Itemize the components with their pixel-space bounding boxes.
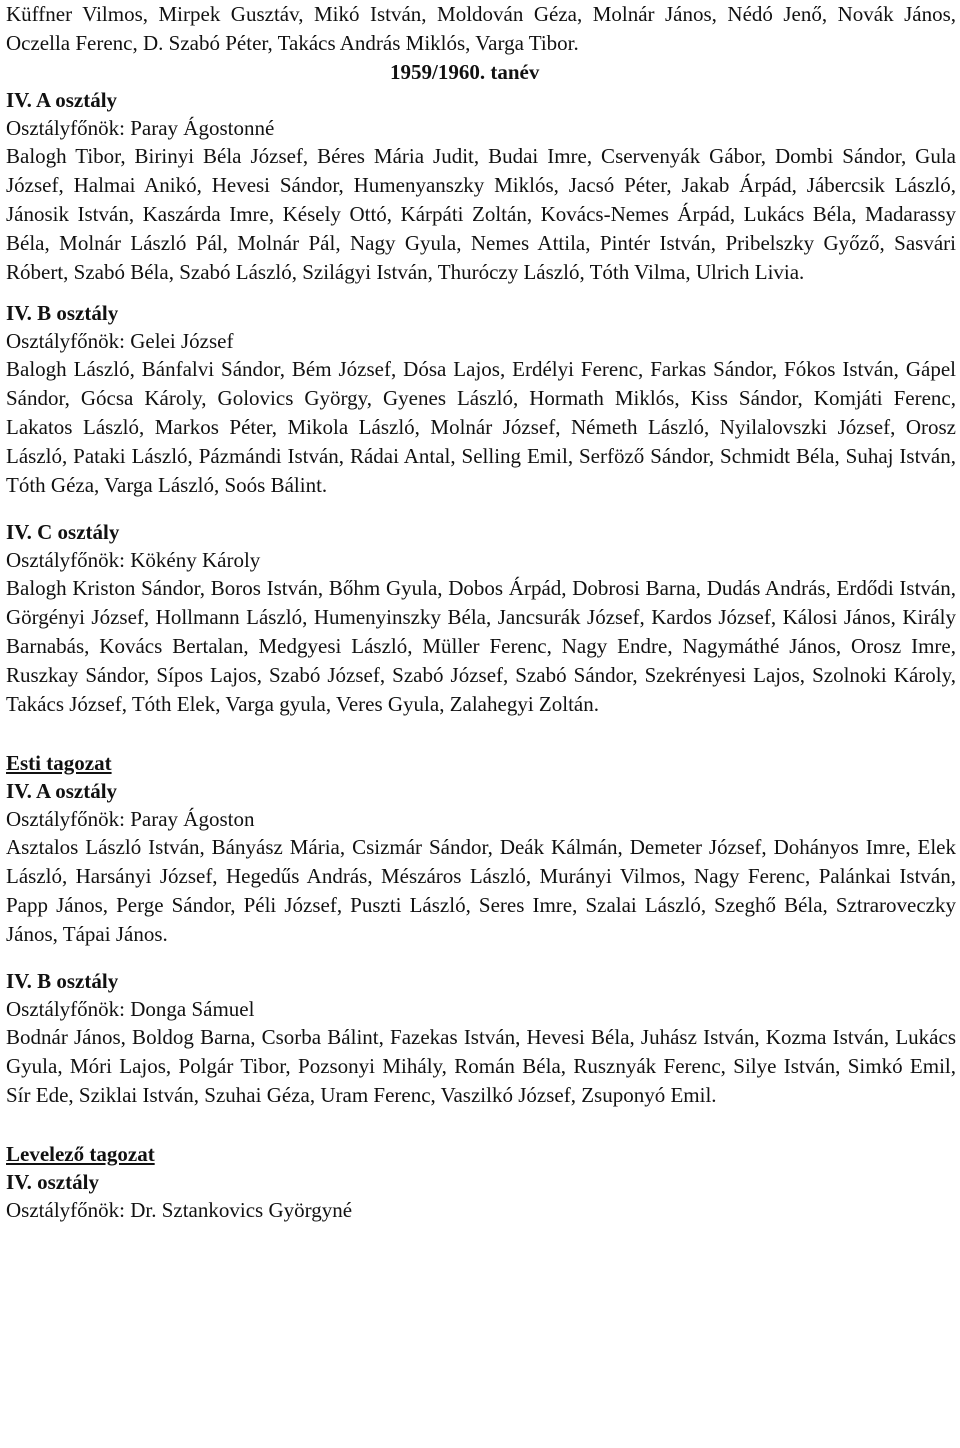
head-teacher: Osztályfőnök: Gelei József (6, 329, 234, 353)
evening-section (6, 749, 956, 1110)
school-year-heading: 1959/1960. tanév (390, 60, 540, 84)
student-list: Asztalos László István, Bányász Mária, Csizmár Sándor, Deák Kálmán, Demeter József, Dohányos Imre, Elek László, Harsányi József, Hegedűs András, Mészáros László, Murányi Vilmos, Nagy Ferenc, Palánkai István, Papp János, Perge Sándor, Péli József, Puszti László, Seres Imre, Szalai László, Szeghő Béla, Sztraroveczky János, Tápai János. (6, 835, 956, 946)
class-heading: IV. C osztály (6, 520, 120, 544)
student-list: Balogh Tibor, Birinyi Béla József, Béres Mária Judit, Budai Imre, Cservenyák Gábor, Dombi Sándor, Gula József, Halmai Anikó, Hevesi Sándor, Humenyanszky Miklós, Jacsó Péter, Jakab Árpád, Jábercsik László, Jánosik István, Kaszárda Imre, Késely Ottó, Kárpáti Zoltán, Kovács-Nemes Árpád, Lukács Béla, Madarassy Béla, Molnár László Pál, Molnár Pál, Nagy Gyula, Nemes Attila, Pintér István, Pribelszky Győző, Sasvári Róbert, Szabó Béla, Szabó László, Szilágyi István, Thuróczy László, Tóth Vilma, Ulrich Livia. (6, 144, 956, 284)
head-teacher: Osztályfőnök: Paray Ágoston (6, 807, 255, 831)
class-heading: IV. B osztály (6, 969, 119, 993)
student-list: Balogh Kriston Sándor, Boros István, Bőhm Gyula, Dobos Árpád, Dobrosi Barna, Dudás András, Erdődi István, Görgényi József, Hollmann László, Humenyinszky Béla, Jancsurák József, Kardos József, Kálosi János, Király Barnabás, Kovács Bertalan, Medgyesi László, Müller Ferenc, Nagy Endre, Nagymáthé János, Orosz Imre, Ruszkay Sándor, Sípos Lajos, Szabó József, Szabó József, Szabó Sándor, Szekrényesi Lajos, Szolnoki Károly, Takács József, Tóth Elek, Varga gyula, Veres Gyula, Zalahegyi Zoltán. (6, 576, 956, 716)
head-teacher: Osztályfőnök: Dr. Sztankovics Györgyné (6, 1198, 353, 1222)
class-section-day-b (6, 299, 956, 500)
correspondence-section (6, 1140, 956, 1224)
class-heading: IV. A osztály (6, 88, 118, 112)
head-teacher: Osztályfőnök: Kökény Károly (6, 548, 261, 572)
class-section-day-c (6, 518, 956, 719)
head-teacher: Osztályfőnök: Donga Sámuel (6, 997, 255, 1021)
class-heading: IV. A osztály (6, 779, 118, 803)
intro-names: Küffner Vilmos, Mirpek Gusztáv, Mikó István, Moldován Géza, Molnár János, Nédó Jenő, Novák János, Oczella Ferenc, D. Szabó Péter, Takács András Miklós, Varga Tibor. (6, 2, 956, 55)
document-page (6, 0, 956, 1224)
section-title: Levelező tagozat (6, 1142, 155, 1166)
student-list: Balogh László, Bánfalvi Sándor, Bém József, Dósa Lajos, Erdélyi Ferenc, Farkas Sándor, Fókos István, Gápel Sándor, Gócsa Károly, Golovics György, Gyenes László, Hormath Miklós, Kiss Sándor, Komjáti Ferenc, Lakatos László, Markos Péter, Mikola László, Molnár József, Németh László, Nyilalovszki József, Orosz László, Pataki László, Pázmándi István, Rádai Antal, Selling Emil, Serföző Sándor, Schmidt Béla, Suhaj István, Tóth Géza, Varga László, Soós Bálint. (6, 357, 956, 497)
head-teacher: Osztályfőnök: Paray Ágostonné (6, 116, 275, 140)
class-heading: IV. osztály (6, 1170, 99, 1194)
section-title: Esti tagozat (6, 751, 112, 775)
class-heading: IV. B osztály (6, 301, 119, 325)
class-section-day-a (6, 86, 956, 287)
student-list: Bodnár János, Boldog Barna, Csorba Bálint, Fazekas István, Hevesi Béla, Juhász István, Kozma István, Lukács Gyula, Móri Lajos, Polgár Tibor, Pozsonyi Mihály, Román Béla, Rusznyák Ferenc, Silye István, Simkó Emil, Sír Ede, Sziklai István, Szuhai Géza, Uram Ferenc, Vaszilkó József, Zsuponyó Emil. (6, 1025, 956, 1107)
class-section-evening-a (6, 777, 956, 949)
class-section-evening-b (6, 967, 956, 1110)
